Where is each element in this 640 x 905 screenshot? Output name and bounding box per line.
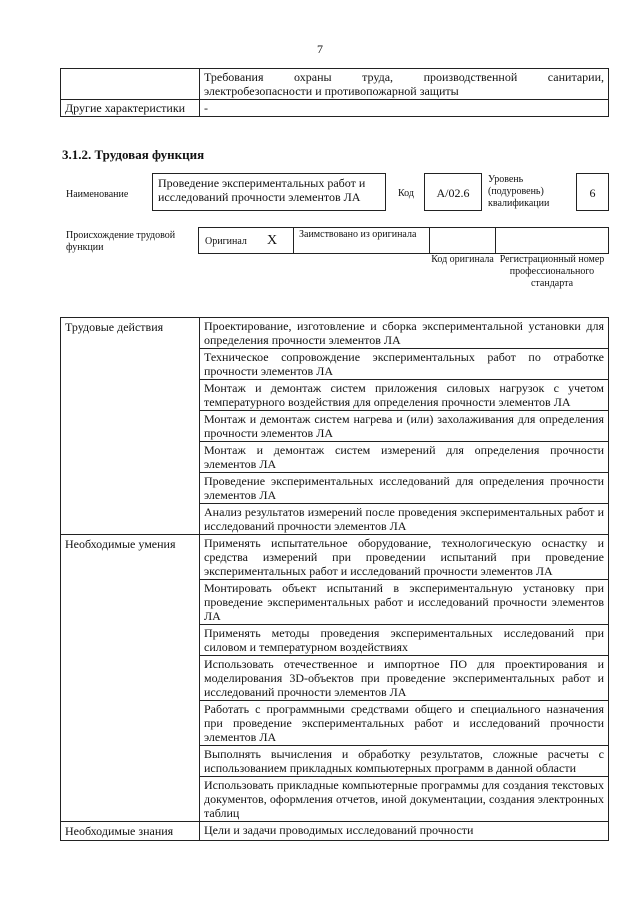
group-label: Трудовые действия (61, 318, 200, 535)
table-cell-label (61, 69, 200, 100)
group-item: Выполнять вычисления и обработку результатов, сложные расчеты с использованием прикладных компьютерных программ в данной области (200, 746, 609, 777)
table-row (61, 822, 609, 841)
origin-label: Происхождение трудовой функции (66, 230, 176, 253)
group-item: Цели и задачи проводимых исследований прочности (200, 822, 609, 841)
original-label: Оригинал (205, 236, 247, 247)
table-cell-value: Требования охраны труда, производственной санитарии, электробезопасности и противопожарной защиты (200, 69, 609, 100)
group-item: Применять испытательное оборудование, технологическую оснастку и средства измерений при проведении испытаний при проведение экспериментальных работ и исследований прочности элементов ЛА (200, 535, 609, 580)
code-label: Код (398, 188, 414, 199)
origin-code-box (429, 227, 496, 254)
top-table (60, 68, 609, 117)
group-item: Монтировать объект испытаний в экспериментальную установку при проведение экспериментальных работ и исследований прочности элементов ЛА (200, 580, 609, 625)
group-item: Проведение экспериментальных исследований для определения прочности элементов ЛА (200, 473, 609, 504)
page-number: 7 (317, 42, 323, 56)
section-title: 3.1.2. Трудовая функция (62, 147, 205, 162)
name-value: Проведение экспериментальных работ и исследований прочности элементов ЛА (152, 173, 386, 211)
group-label: Необходимые умения (61, 535, 200, 822)
function-table (60, 317, 609, 841)
table-cell-label: Другие характеристики (61, 100, 200, 117)
reg-number-label: Регистрационный номер профессионального стандарта (499, 254, 605, 289)
group-item: Монтаж и демонтаж систем измерений для определения прочности элементов ЛА (200, 442, 609, 473)
table-cell-value: - (200, 100, 609, 117)
origin-code-label: Код оригинала (431, 254, 494, 265)
group-item: Работать с программными средствами общего и специального назначения при проведение экспериментальных работ и исследований прочности элементов ЛА (200, 701, 609, 746)
group-item: Использовать отечественное и импортное ПО для проектирования и моделирования 3D-объектов при проведение экспериментальных работ и исследований прочности элементов ЛА (200, 656, 609, 701)
group-item: Использовать прикладные компьютерные программы для создания текстовых документов, оформления отчетов, иной документации, создания электронных таблиц (200, 777, 609, 822)
original-mark: X (267, 233, 278, 248)
group-item: Техническое сопровождение экспериментальных работ по отработке прочности элементов ЛА (200, 349, 609, 380)
reg-number-box (495, 227, 609, 254)
table-row (61, 69, 609, 100)
group-label: Необходимые знания (61, 822, 200, 841)
table-row (61, 100, 609, 117)
name-label: Наименование (66, 189, 129, 200)
level-value: 6 (576, 173, 609, 211)
code-value: A/02.6 (424, 173, 482, 211)
group-item: Монтаж и демонтаж систем нагрева и (или) захолаживания для определения прочности элементов ЛА (200, 411, 609, 442)
borrowed-label: Заимствовано из оригинала (293, 227, 430, 254)
group-item: Проектирование, изготовление и сборка экспериментальной установки для определения прочности элементов ЛА (200, 318, 609, 349)
original-box (198, 227, 294, 254)
level-label: Уровень (подуровень) квалификации (488, 174, 550, 209)
table-row (61, 535, 609, 580)
group-item: Применять методы проведения экспериментальных исследований при силовом и температурном воздействиях (200, 625, 609, 656)
group-item: Анализ результатов измерений после проведения экспериментальных работ и исследований прочности элементов ЛА (200, 504, 609, 535)
group-item: Монтаж и демонтаж систем приложения силовых нагрузок с учетом температурного воздействия для определения прочности элементов ЛА (200, 380, 609, 411)
table-row (61, 318, 609, 349)
